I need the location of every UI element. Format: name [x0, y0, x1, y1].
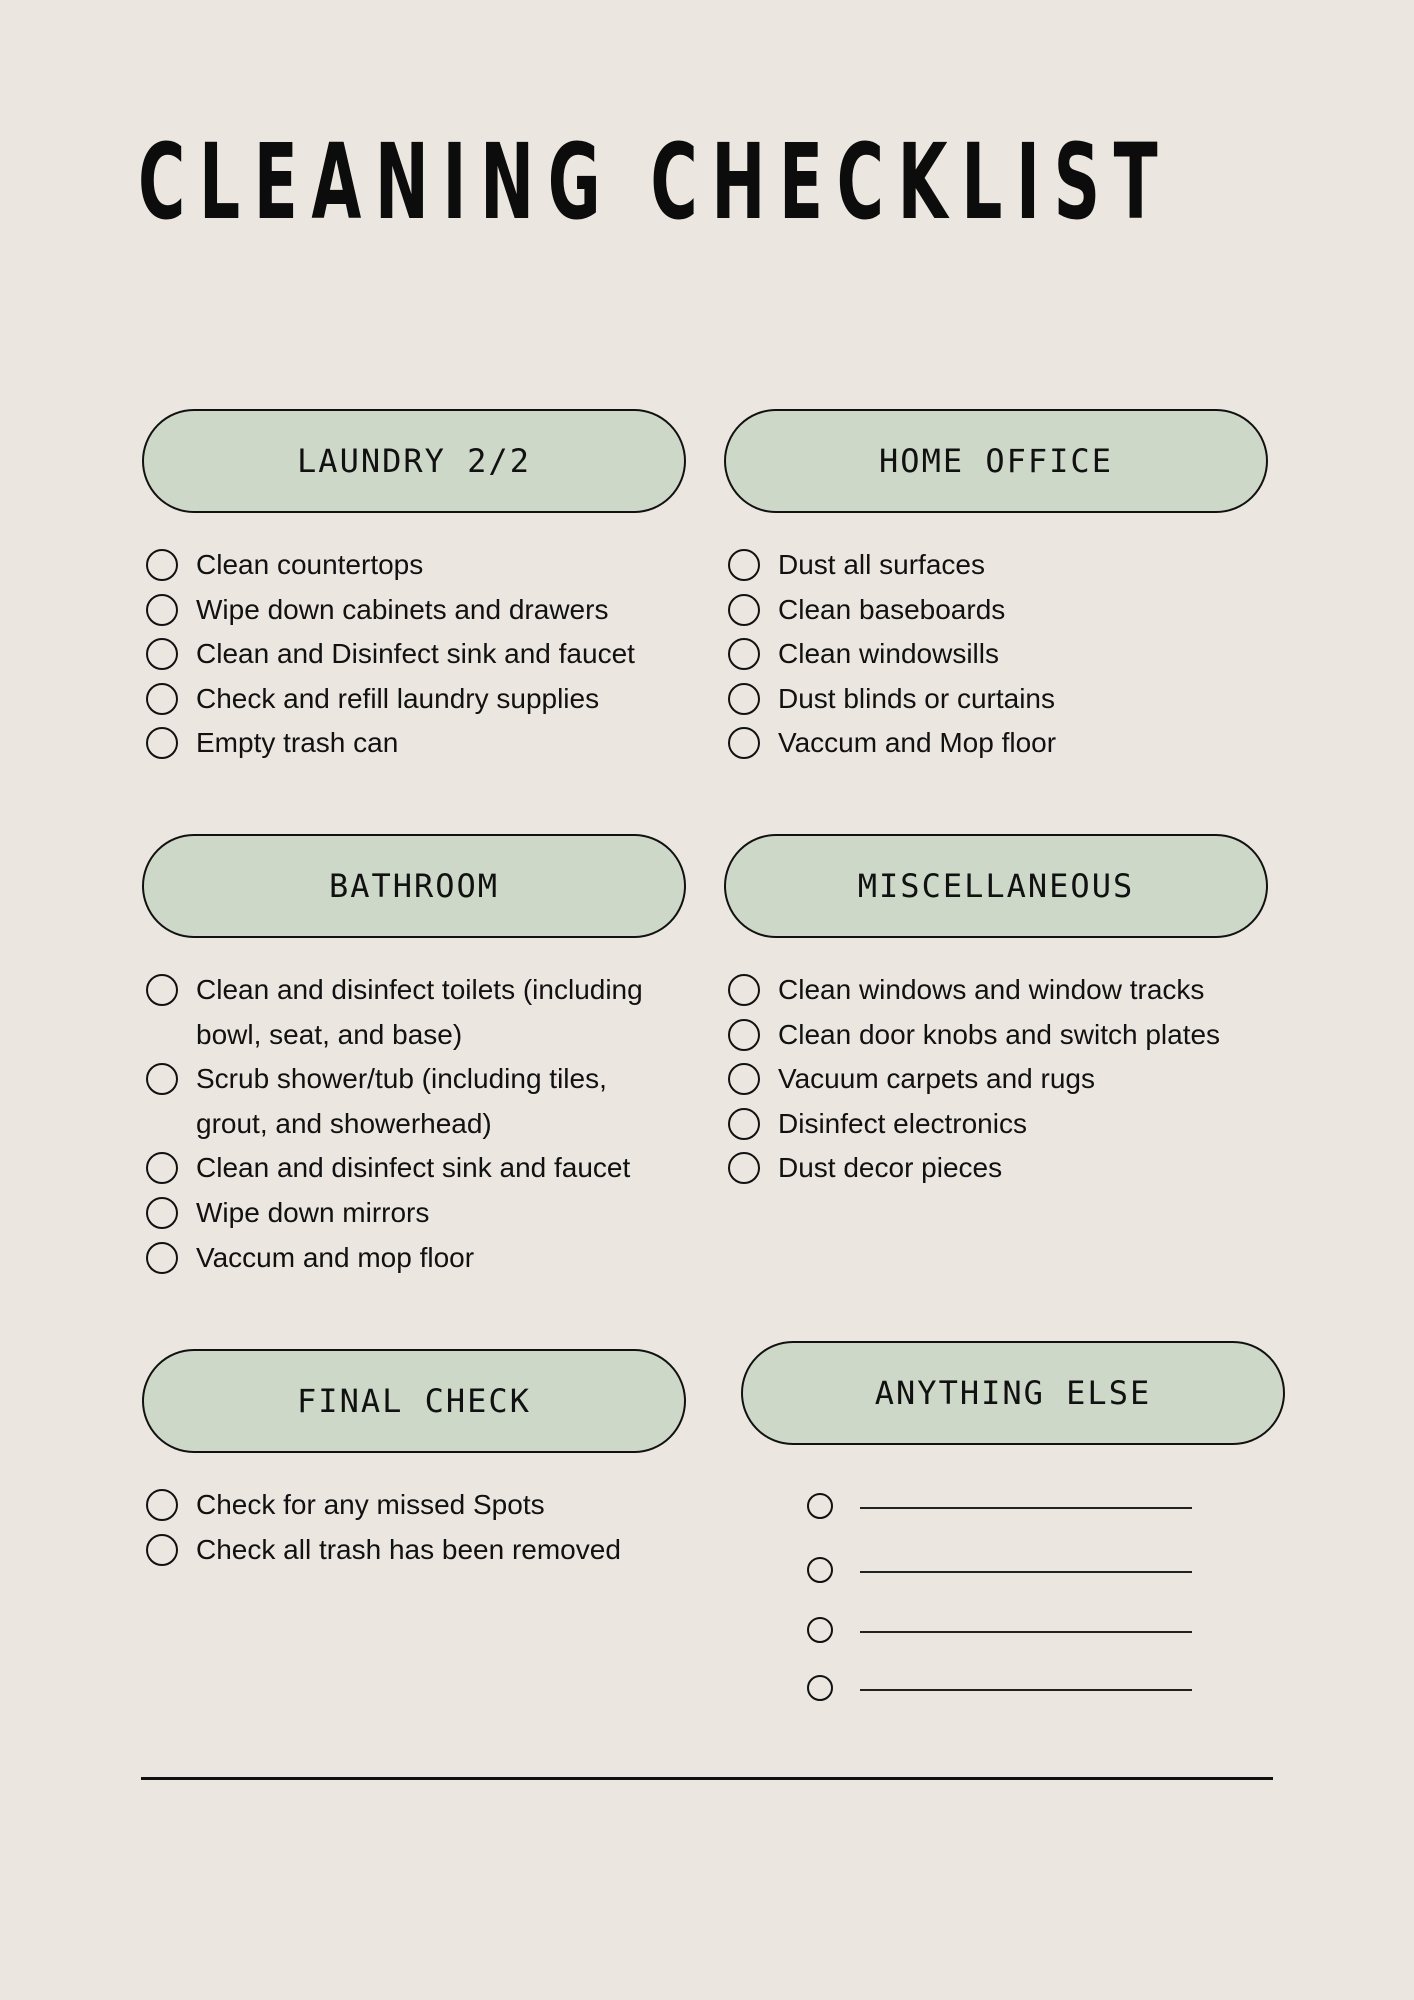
checklist-item[interactable] — [724, 1146, 1268, 1191]
checklist-item[interactable] — [142, 1236, 662, 1281]
checklist-item[interactable] — [142, 543, 686, 588]
checklist-item-label: Clean countertops — [196, 549, 424, 580]
section-header-miscellaneous: MISCELLANEOUS — [724, 834, 1268, 938]
checkbox-circle-icon[interactable] — [728, 974, 760, 1006]
section-header-final-check: FINAL CHECK — [142, 1349, 686, 1453]
checklist-item-label: Vacuum carpets and rugs — [778, 1063, 1095, 1095]
checklist-item-label: Check all trash has been removed — [196, 1533, 621, 1565]
checklist-item-label: Wipe down mirrors — [196, 1196, 430, 1228]
checklist-laundry — [142, 543, 686, 766]
blank-checklist-row[interactable] — [807, 1493, 1227, 1523]
checkbox-circle-icon[interactable] — [807, 1617, 833, 1643]
checklist-item[interactable] — [724, 632, 1268, 677]
write-in-line[interactable] — [860, 1571, 1192, 1573]
checklist-item[interactable] — [724, 1013, 1268, 1058]
checkbox-circle-icon[interactable] — [146, 1242, 178, 1274]
section-header-home-office: HOME OFFICE — [724, 409, 1268, 513]
checkbox-circle-icon[interactable] — [728, 549, 760, 581]
checklist-item-label: Disinfect electronics — [778, 1107, 1027, 1139]
checklist-final-check — [142, 1483, 686, 1572]
section-laundry — [142, 409, 686, 766]
checkbox-circle-icon[interactable] — [146, 974, 178, 1006]
checkbox-circle-icon[interactable] — [146, 1152, 178, 1184]
checklist-item[interactable] — [724, 677, 1268, 722]
checklist-item[interactable] — [142, 1483, 686, 1528]
checklist-item[interactable] — [142, 632, 686, 677]
checkbox-circle-icon[interactable] — [728, 638, 760, 670]
checklist-item[interactable] — [142, 677, 686, 722]
checklist-item[interactable] — [724, 543, 1268, 588]
checklist-item-label: Check and refill laundry supplies — [196, 682, 600, 714]
checklist-item[interactable] — [142, 1528, 686, 1573]
section-home-office — [724, 409, 1268, 766]
checklist-item[interactable] — [142, 1146, 662, 1191]
checkbox-circle-icon[interactable] — [728, 594, 760, 626]
checkbox-circle-icon[interactable] — [807, 1675, 833, 1701]
checklist-miscellaneous — [724, 968, 1268, 1191]
blank-checklist-row[interactable] — [807, 1617, 1227, 1647]
checkbox-circle-icon[interactable] — [146, 638, 178, 670]
checkbox-circle-icon[interactable] — [728, 1152, 760, 1184]
checklist-item-label: Clean door knobs and switch plates — [778, 1018, 1221, 1050]
checklist-item[interactable] — [142, 721, 686, 766]
checkbox-circle-icon[interactable] — [146, 1063, 178, 1095]
blank-checklist-row[interactable] — [807, 1557, 1227, 1587]
checklist-item[interactable] — [724, 588, 1268, 633]
checklist-item-label: Clean and disinfect sink and faucet — [196, 1152, 631, 1184]
checklist-item-label: Vaccum and Mop floor — [778, 727, 1057, 759]
checkbox-circle-icon[interactable] — [807, 1493, 833, 1519]
checklist-item-label: Dust decor pieces — [778, 1152, 1003, 1184]
checkbox-circle-icon[interactable] — [728, 1063, 760, 1095]
checklist-item-label: Dust blinds or curtains — [778, 682, 1056, 714]
checkbox-circle-icon[interactable] — [728, 683, 760, 715]
checklist-home-office — [724, 543, 1268, 766]
checklist-item[interactable] — [142, 968, 662, 1057]
section-bathroom — [142, 834, 686, 1280]
checklist-item-label: Clean and disinfect toilets (including bowl, seat, and base) — [196, 974, 643, 1050]
blank-checklist-row[interactable] — [807, 1675, 1227, 1705]
checklist-item-label: Clean windowsills — [778, 638, 999, 670]
write-in-line[interactable] — [860, 1631, 1192, 1633]
section-header-laundry: LAUNDRY 2/2 — [142, 409, 686, 513]
checkbox-circle-icon[interactable] — [146, 727, 178, 759]
checklist-item-label: Scrub shower/tub (including tiles, grout, and showerhead) — [196, 1063, 607, 1139]
checklist-item[interactable] — [142, 1057, 662, 1146]
checkbox-circle-icon[interactable] — [146, 1197, 178, 1229]
checkbox-circle-icon[interactable] — [146, 1534, 178, 1566]
checklist-bathroom — [142, 968, 662, 1280]
checklist-item-label: Wipe down cabinets and drawers — [196, 593, 609, 625]
checkbox-circle-icon[interactable] — [146, 594, 178, 626]
checklist-item-label: Dust all surfaces — [778, 549, 985, 580]
checklist-item[interactable] — [142, 588, 686, 633]
checklist-item[interactable] — [724, 721, 1268, 766]
checkbox-circle-icon[interactable] — [146, 1489, 178, 1521]
section-miscellaneous — [724, 834, 1268, 1191]
checkbox-circle-icon[interactable] — [728, 1108, 760, 1140]
checkbox-circle-icon[interactable] — [807, 1557, 833, 1583]
checkbox-circle-icon[interactable] — [728, 727, 760, 759]
checkbox-circle-icon[interactable] — [146, 683, 178, 715]
section-anything-else — [741, 1341, 1285, 1445]
checklist-item-label: Clean and Disinfect sink and faucet — [196, 638, 635, 670]
checkbox-circle-icon[interactable] — [728, 1019, 760, 1051]
section-header-anything-else: ANYTHING ELSE — [741, 1341, 1285, 1445]
checklist-item[interactable] — [724, 1102, 1268, 1147]
checkbox-circle-icon[interactable] — [146, 549, 178, 581]
blank-checklist-anything-else — [807, 1493, 1227, 1713]
checklist-item-label: Empty trash can — [196, 727, 399, 759]
section-header-bathroom: BATHROOM — [142, 834, 686, 938]
write-in-line[interactable] — [860, 1507, 1192, 1509]
checklist-item[interactable] — [724, 1057, 1268, 1102]
checklist-item[interactable] — [142, 1191, 662, 1236]
section-final-check — [142, 1349, 686, 1572]
checklist-item-label: Vaccum and mop floor — [196, 1241, 475, 1273]
page-title: CLEANING CHECKLIST — [138, 121, 1172, 243]
checklist-item-label: Clean baseboards — [778, 593, 1006, 625]
checklist-item-label: Clean windows and window tracks — [778, 974, 1205, 1005]
checklist-item-label: Check for any missed Spots — [196, 1489, 545, 1520]
write-in-line[interactable] — [860, 1689, 1192, 1691]
checklist-item[interactable] — [724, 968, 1268, 1013]
bottom-divider — [141, 1777, 1273, 1780]
